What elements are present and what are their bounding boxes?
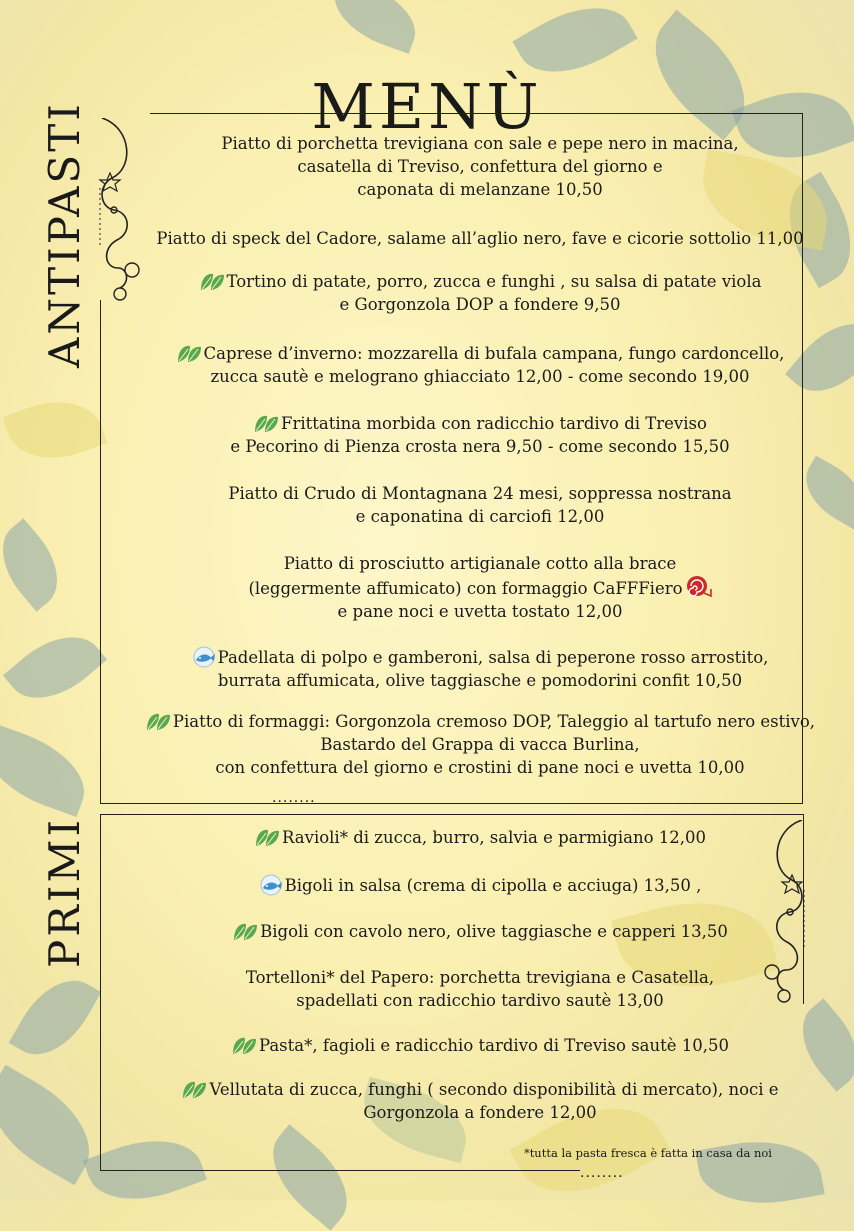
menu-item-line xyxy=(100,1034,854,1057)
menu-item xyxy=(100,270,854,316)
vegetarian-leaf-icon xyxy=(231,1034,257,1056)
menu-item-text: burrata affumicata, olive taggiasche e pomodorini confit 10,50 xyxy=(217,671,743,690)
menu-item-line xyxy=(100,1078,854,1101)
section-label-antipasti: ANTIPASTI xyxy=(40,101,89,368)
menu-item-text: Gorgonzola a fondere 12,00 xyxy=(363,1103,597,1122)
menu-item-text: spadellati con radicchio tardivo sautè 13,00 xyxy=(296,991,664,1010)
menu-item-text: Pasta*, fagioli e radicchio tardivo di Treviso sautè 10,50 xyxy=(258,1036,730,1055)
menu-item-text: Bigoli in salsa (crema di cipolla e acciuga) 13,50 , xyxy=(284,876,702,895)
menu-item-text: Padellata di polpo e gamberoni, salsa di peperone rosso arrostito, xyxy=(217,648,769,667)
menu-item-text: Frittatina morbida con radicchio tardivo di Treviso xyxy=(281,414,707,433)
vegetarian-leaf-icon xyxy=(199,270,225,292)
menu-item-line xyxy=(100,733,854,756)
menu-item-text: e Pecorino di Pienza crosta nera 9,50 - come secondo 15,50 xyxy=(230,437,730,456)
menu-item-line xyxy=(100,669,854,692)
page-title: MENÙ xyxy=(311,69,543,143)
menu-item-line xyxy=(100,756,854,779)
menu-item-line xyxy=(100,966,854,989)
menu-item-text: Bigoli con cavolo nero, olive taggiasche e capperi 13,50 xyxy=(260,922,728,941)
menu-item-line xyxy=(100,575,854,600)
primi-frame-bottom xyxy=(100,1170,580,1171)
menu-item-text: e pane noci e uvetta tostato 12,00 xyxy=(337,602,623,621)
menu-item-line xyxy=(100,178,854,201)
menu-item-line xyxy=(100,270,854,293)
menu-item-text: Piatto di porchetta trevigiana con sale e pepe nero in macina, xyxy=(221,134,739,153)
menu-item xyxy=(100,1078,854,1124)
menu-item-line xyxy=(100,293,854,316)
menu-item-line xyxy=(100,227,854,250)
menu-item-text: Tortino di patate, porro, zucca e funghi , su salsa di patate viola xyxy=(226,272,762,291)
vegetarian-leaf-icon xyxy=(181,1078,207,1100)
menu-item xyxy=(100,482,854,528)
menu-item-text: Piatto di formaggi: Gorgonzola cremoso DOP, Taleggio al tartufo nero estivo, xyxy=(172,712,816,731)
fish-icon xyxy=(192,646,216,668)
separator-dots-bottom: ........ xyxy=(580,1165,624,1181)
menu-item xyxy=(100,874,854,897)
menu-item-text: zucca sautè e melograno ghiacciato 12,00 - come secondo 19,00 xyxy=(210,367,750,386)
menu-item-line xyxy=(100,342,854,365)
menu-item-text: con confettura del giorno e crostini di pane noci e uvetta 10,00 xyxy=(215,758,745,777)
menu-item-line xyxy=(100,155,854,178)
menu-item-line xyxy=(100,365,854,388)
antipasti-frame xyxy=(100,113,803,804)
menu-item-text: (leggermente affumicato) con formaggio CaFFFiero xyxy=(248,579,683,598)
vegetarian-leaf-icon xyxy=(253,412,279,434)
menu-item-text: Bastardo del Grappa di vacca Burlina, xyxy=(320,735,640,754)
menu-item-line xyxy=(100,552,854,575)
menu-item-text: e caponatina di carciofi 12,00 xyxy=(355,507,605,526)
menu-item-line xyxy=(100,1101,854,1124)
menu-item-line xyxy=(100,826,854,849)
menu-item-line xyxy=(100,710,854,733)
menu-item-text: caponata di melanzane 10,50 xyxy=(357,180,603,199)
vegetarian-leaf-icon xyxy=(176,342,202,364)
menu-item-line xyxy=(100,412,854,435)
separator-dots: ........ xyxy=(272,790,316,806)
menu-item-text: Piatto di prosciutto artigianale cotto alla brace xyxy=(283,554,677,573)
menu-item-text: Piatto di Crudo di Montagnana 24 mesi, soppressa nostrana xyxy=(228,484,732,503)
menu-item xyxy=(100,920,854,943)
menu-item xyxy=(100,342,854,388)
menu-item-line xyxy=(100,132,854,155)
menu-item-text: Ravioli* di zucca, burro, salvia e parmigiano 12,00 xyxy=(281,828,707,847)
menu-item xyxy=(100,227,854,250)
menu-item-line xyxy=(100,920,854,943)
footnote: *tutta la pasta fresca è fatta in casa da noi xyxy=(523,1146,772,1160)
menu-item-text: Vellutata di zucca, funghi ( secondo disponibilità di mercato), noci e xyxy=(209,1080,779,1099)
menu-item xyxy=(100,412,854,458)
menu-item-line xyxy=(100,505,854,528)
menu-item xyxy=(100,710,854,779)
antipasti-frame-top xyxy=(150,113,802,114)
menu-item-line xyxy=(100,482,854,505)
menu-item xyxy=(100,552,854,623)
menu-item-line xyxy=(100,989,854,1012)
menu-item-text: Caprese d’inverno: mozzarella di bufala campana, fungo cardoncello, xyxy=(203,344,785,363)
vegetarian-leaf-icon xyxy=(232,920,258,942)
menu-item-line xyxy=(100,435,854,458)
menu-item-text: e Gorgonzola DOP a fondere 9,50 xyxy=(339,295,621,314)
menu-item-text: Tortelloni* del Papero: porchetta trevigiana e Casatella, xyxy=(245,968,715,987)
menu-item-line xyxy=(100,874,854,897)
section-label-primi: PRIMI xyxy=(40,816,89,968)
menu-item-line xyxy=(100,600,854,623)
menu-item xyxy=(100,646,854,692)
vegetarian-leaf-icon xyxy=(254,826,280,848)
menu-item xyxy=(100,1034,854,1057)
slow-food-snail-icon xyxy=(686,575,712,599)
menu-item xyxy=(100,966,854,1012)
menu-item-text: Piatto di speck del Cadore, salame all’aglio nero, fave e cicorie sottolio 11,00 xyxy=(156,229,804,248)
vegetarian-leaf-icon xyxy=(145,710,171,732)
menu-item-text: casatella di Treviso, confettura del giorno e xyxy=(297,157,663,176)
fish-icon xyxy=(259,874,283,896)
menu-item xyxy=(100,132,854,201)
menu-item-line xyxy=(100,646,854,669)
menu-item xyxy=(100,826,854,849)
